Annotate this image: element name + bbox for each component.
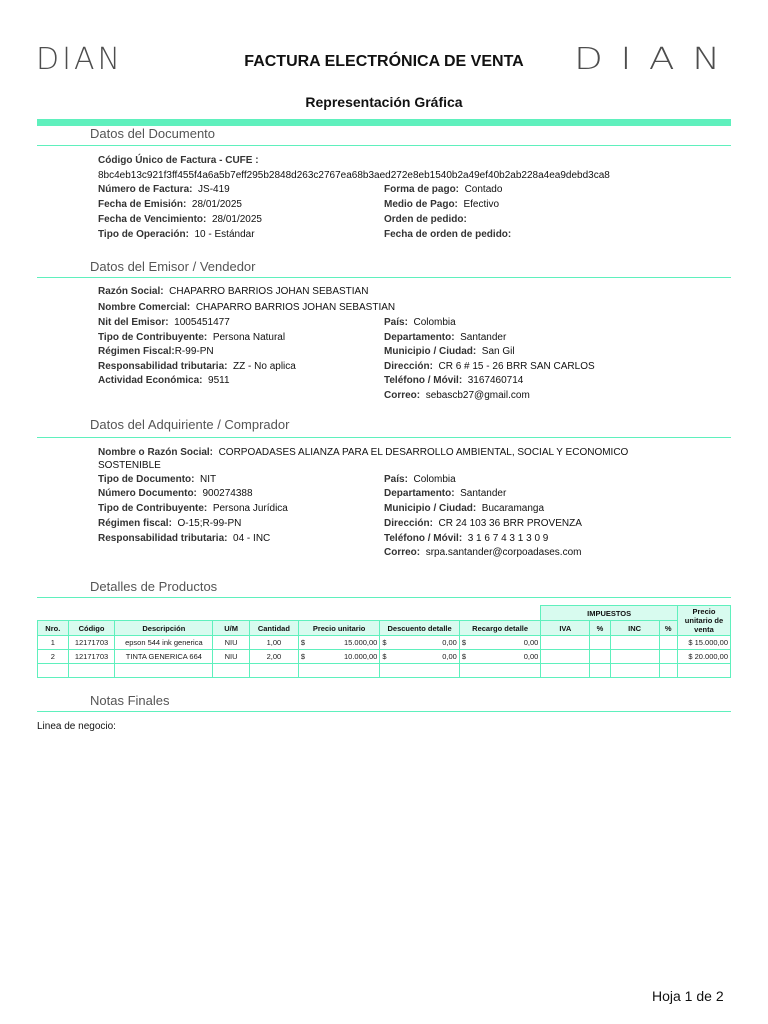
currency-symbol: $ [382, 652, 387, 661]
emisor-contribuyente-label: Tipo de Contribuyente: [98, 332, 208, 343]
col-um: U/M [213, 621, 250, 636]
col-pct2: % [659, 621, 677, 636]
numero-factura-field [98, 184, 230, 195]
emisor-departamento-value: Santander [460, 332, 507, 343]
document-subtitle: Representación Gráfica [305, 94, 463, 110]
col-descuento: Descuento detalle [380, 621, 459, 636]
adquiriente-municipio-label: Municipio / Ciudad: [384, 503, 477, 514]
cell-precio [298, 650, 380, 664]
impuestos-header: IMPUESTOS [541, 606, 678, 621]
table-header-row-top [38, 606, 731, 621]
adquiriente-responsabilidad-label: Responsabilidad tributaria: [98, 533, 228, 544]
adquiriente-departamento-field [384, 488, 506, 499]
adquiriente-departamento-value: Santander [460, 488, 507, 499]
section-title-adquiriente: Datos del Adquiriente / Comprador [90, 417, 290, 432]
cell-recargo [459, 650, 541, 664]
adquiriente-tipo-doc-value: NIT [200, 474, 217, 485]
fecha-vencimiento-label: Fecha de Vencimiento: [98, 214, 207, 225]
cell-precio-venta: $ 15.000,00 [677, 636, 730, 650]
cell-um: NIU [213, 650, 250, 664]
adquiriente-telefono-field [384, 533, 548, 544]
fecha-vencimiento-field [98, 214, 262, 225]
emisor-pais-field [384, 317, 456, 328]
currency-symbol: $ [300, 652, 306, 661]
medio-pago-field [384, 199, 499, 210]
col-pct1: % [590, 621, 610, 636]
emisor-regimen-value: R-99-PN [174, 346, 214, 357]
emisor-responsabilidad-value: ZZ - No aplica [233, 361, 296, 372]
adquiriente-telefono-label: Teléfono / Móvil: [384, 533, 463, 544]
emisor-municipio-label: Municipio / Ciudad: [384, 346, 477, 357]
adquiriente-responsabilidad-value: 04 - INC [233, 533, 271, 544]
emisor-telefono-value: 3167460714 [467, 375, 524, 386]
emisor-direccion-field [384, 361, 595, 372]
fecha-vencimiento-value: 28/01/2025 [211, 214, 262, 225]
adquiriente-correo-label: Correo: [384, 547, 421, 558]
cell-descuento [380, 636, 459, 650]
emisor-municipio-value: San Gil [481, 346, 515, 357]
adquiriente-regimen-value: O-15;R-99-PN [177, 518, 242, 529]
currency-symbol: $ [461, 652, 467, 661]
tipo-operacion-field [98, 229, 255, 240]
emisor-razon-value: CHAPARRO BARRIOS JOHAN SEBASTIAN [169, 286, 369, 297]
emisor-nit-label: Nit del Emisor: [98, 317, 169, 328]
numero-factura-label: Número de Factura: [98, 184, 193, 195]
forma-pago-field [384, 184, 502, 195]
cell-precio [298, 636, 380, 650]
fecha-orden-field [384, 229, 511, 240]
adquiriente-municipio-field [384, 503, 544, 514]
cufe-value: 8bc4eb13c921f3ff455f4a6a5b7eff295b2848d263c2767ea68b3aed272e8eb1540b2a49ef40b2ab228a4ea9debd3ca8 [98, 170, 610, 181]
emisor-municipio-field [384, 346, 515, 357]
adquiriente-correo-field [384, 547, 581, 558]
forma-pago-label: Forma de pago: [384, 184, 460, 195]
cell-precio-value: 15.000,00 [343, 638, 378, 647]
cell-inc [610, 650, 659, 664]
adquiriente-numero-doc-field [98, 488, 253, 499]
header-band [37, 119, 731, 126]
emisor-departamento-label: Departamento: [384, 332, 455, 343]
adquiriente-pais-value: Colombia [413, 474, 456, 485]
cell-pct2 [659, 636, 677, 650]
adquiriente-telefono-value: 3 1 6 7 4 3 1 3 0 9 [467, 533, 549, 544]
emisor-direccion-value: CR 6 # 15 - 26 BRR SAN CARLOS [438, 361, 595, 372]
col-iva: IVA [541, 621, 590, 636]
emisor-direccion-label: Dirección: [384, 361, 433, 372]
adquiriente-regimen-field [98, 518, 241, 529]
emisor-contribuyente-field [98, 332, 285, 343]
col-nro: Nro. [38, 621, 69, 636]
section-divider [37, 437, 731, 438]
forma-pago-value: Contado [464, 184, 503, 195]
currency-symbol: $ [382, 638, 387, 647]
cell-um: NIU [213, 636, 250, 650]
adquiriente-nombre-value: CORPOADASES ALIANZA PARA EL DESARROLLO AMBIENTAL, SOCIAL Y ECONOMICO SOSTENIBLE [98, 447, 629, 471]
cell-precio-venta: $ 20.000,00 [677, 650, 730, 664]
adquiriente-numero-doc-value: 900274388 [202, 488, 253, 499]
emisor-actividad-value: 9511 [208, 375, 230, 386]
emisor-responsabilidad-label: Responsabilidad tributaria: [98, 361, 228, 372]
emisor-departamento-field [384, 332, 506, 343]
fecha-emision-label: Fecha de Emisión: [98, 199, 187, 210]
emisor-comercial-value: CHAPARRO BARRIOS JOHAN SEBASTIAN [195, 302, 396, 313]
adquiriente-municipio-value: Bucaramanga [481, 503, 545, 514]
linea-negocio-label: Linea de negocio: [37, 721, 116, 732]
emisor-correo-value: sebascb27@gmail.com [425, 390, 530, 401]
table-row [38, 636, 731, 650]
emisor-regimen-field [98, 346, 214, 357]
cell-nro: 2 [38, 650, 69, 664]
col-descripcion: Descripción [115, 621, 213, 636]
fecha-orden-label: Fecha de orden de pedido: [384, 229, 512, 240]
emisor-comercial-field [98, 302, 395, 313]
cell-inc [610, 636, 659, 650]
cell-iva [541, 650, 590, 664]
adquiriente-direccion-label: Dirección: [384, 518, 433, 529]
emisor-actividad-field [98, 375, 230, 386]
emisor-contribuyente-value: Persona Natural [212, 332, 286, 343]
adquiriente-pais-field [384, 474, 456, 485]
section-divider [37, 711, 731, 712]
adquiriente-regimen-label: Régimen fiscal: [98, 518, 172, 529]
tipo-operacion-value: 10 - Estándar [194, 229, 255, 240]
adquiriente-contribuyente-field [98, 503, 288, 514]
cell-precio-value: 10.000,00 [343, 652, 378, 661]
cell-descuento-value: 0,00 [442, 652, 457, 661]
table-header-row [38, 621, 731, 636]
cell-descuento [380, 650, 459, 664]
emisor-correo-field [384, 390, 530, 401]
col-precio: Precio unitario [298, 621, 380, 636]
cell-descripcion: epson 544 ink generica [115, 636, 213, 650]
adquiriente-contribuyente-label: Tipo de Contribuyente: [98, 503, 208, 514]
adquiriente-direccion-field [384, 518, 582, 529]
adquiriente-correo-value: srpa.santander@corpoadases.com [425, 547, 582, 558]
emisor-nit-value: 1005451477 [174, 317, 230, 328]
emisor-razon-label: Razón Social: [98, 286, 164, 297]
adquiriente-departamento-label: Departamento: [384, 488, 455, 499]
cell-cantidad: 1,00 [249, 636, 298, 650]
adquiriente-tipo-doc-field [98, 474, 216, 485]
cell-codigo: 12171703 [68, 636, 115, 650]
orden-pedido-label: Orden de pedido: [384, 214, 467, 225]
dian-logo-right: DIAN [574, 42, 738, 77]
fecha-emision-value: 28/01/2025 [191, 199, 242, 210]
cell-recargo [459, 636, 541, 650]
col-codigo: Código [68, 621, 115, 636]
section-title-documento: Datos del Documento [90, 126, 216, 141]
section-divider [37, 277, 731, 278]
adquiriente-direccion-value: CR 24 103 36 BRR PROVENZA [438, 518, 582, 529]
col-recargo: Recargo detalle [459, 621, 541, 636]
section-title-emisor: Datos del Emisor / Vendedor [90, 259, 256, 274]
adquiriente-pais-label: País: [384, 474, 408, 485]
products-table [37, 605, 731, 678]
medio-pago-value: Efectivo [463, 199, 500, 210]
adquiriente-nombre-label: Nombre o Razón Social: [98, 447, 214, 458]
section-title-notas: Notas Finales [90, 693, 170, 708]
cell-descuento-value: 0,00 [442, 638, 457, 647]
fecha-emision-field [98, 199, 242, 210]
emisor-comercial-label: Nombre Comercial: [98, 302, 191, 313]
cell-cantidad: 2,00 [249, 650, 298, 664]
emisor-correo-label: Correo: [384, 390, 421, 401]
section-title-productos: Detalles de Productos [90, 579, 218, 594]
document-title: FACTURA ELECTRÓNICA DE VENTA [244, 53, 524, 70]
emisor-pais-value: Colombia [413, 317, 456, 328]
emisor-telefono-field [384, 375, 523, 386]
adquiriente-contribuyente-value: Persona Jurídica [212, 503, 288, 514]
col-precio-venta: Precio unitario de venta [677, 606, 730, 636]
section-divider [37, 597, 731, 598]
adquiriente-numero-doc-label: Número Documento: [98, 488, 197, 499]
cell-recargo-value: 0,00 [523, 652, 539, 661]
page-number: Hoja 1 de 2 [652, 988, 724, 1004]
adquiriente-responsabilidad-field [98, 533, 270, 544]
medio-pago-label: Medio de Pago: [384, 199, 458, 210]
col-cantidad: Cantidad [249, 621, 298, 636]
emisor-nit-field [98, 317, 230, 328]
table-row [38, 650, 731, 664]
currency-symbol: $ [461, 638, 467, 647]
cell-pct1 [590, 636, 610, 650]
table-row-empty [38, 664, 731, 678]
section-divider [37, 145, 731, 146]
numero-factura-value: JS-419 [198, 184, 230, 195]
dian-logo-left: DIAN [36, 42, 123, 77]
emisor-actividad-label: Actividad Económica: [98, 375, 203, 386]
currency-symbol: $ [300, 638, 306, 647]
cell-iva [541, 636, 590, 650]
emisor-responsabilidad-field [98, 361, 296, 372]
orden-pedido-field [384, 214, 467, 225]
cell-nro: 1 [38, 636, 69, 650]
cufe-field [98, 155, 259, 166]
adquiriente-tipo-doc-label: Tipo de Documento: [98, 474, 195, 485]
emisor-pais-label: País: [384, 317, 408, 328]
cell-recargo-value: 0,00 [523, 638, 539, 647]
cell-descripcion: TINTA GENERICA 664 [115, 650, 213, 664]
tipo-operacion-label: Tipo de Operación: [98, 229, 189, 240]
cell-codigo: 12171703 [68, 650, 115, 664]
emisor-regimen-label: Régimen Fiscal: [98, 346, 175, 357]
cell-pct2 [659, 650, 677, 664]
adquiriente-nombre-field [98, 446, 638, 472]
emisor-telefono-label: Teléfono / Móvil: [384, 375, 463, 386]
emisor-razon-field [98, 286, 368, 297]
col-inc: INC [610, 621, 659, 636]
cell-pct1 [590, 650, 610, 664]
cufe-label: Código Único de Factura - CUFE : [98, 155, 259, 166]
